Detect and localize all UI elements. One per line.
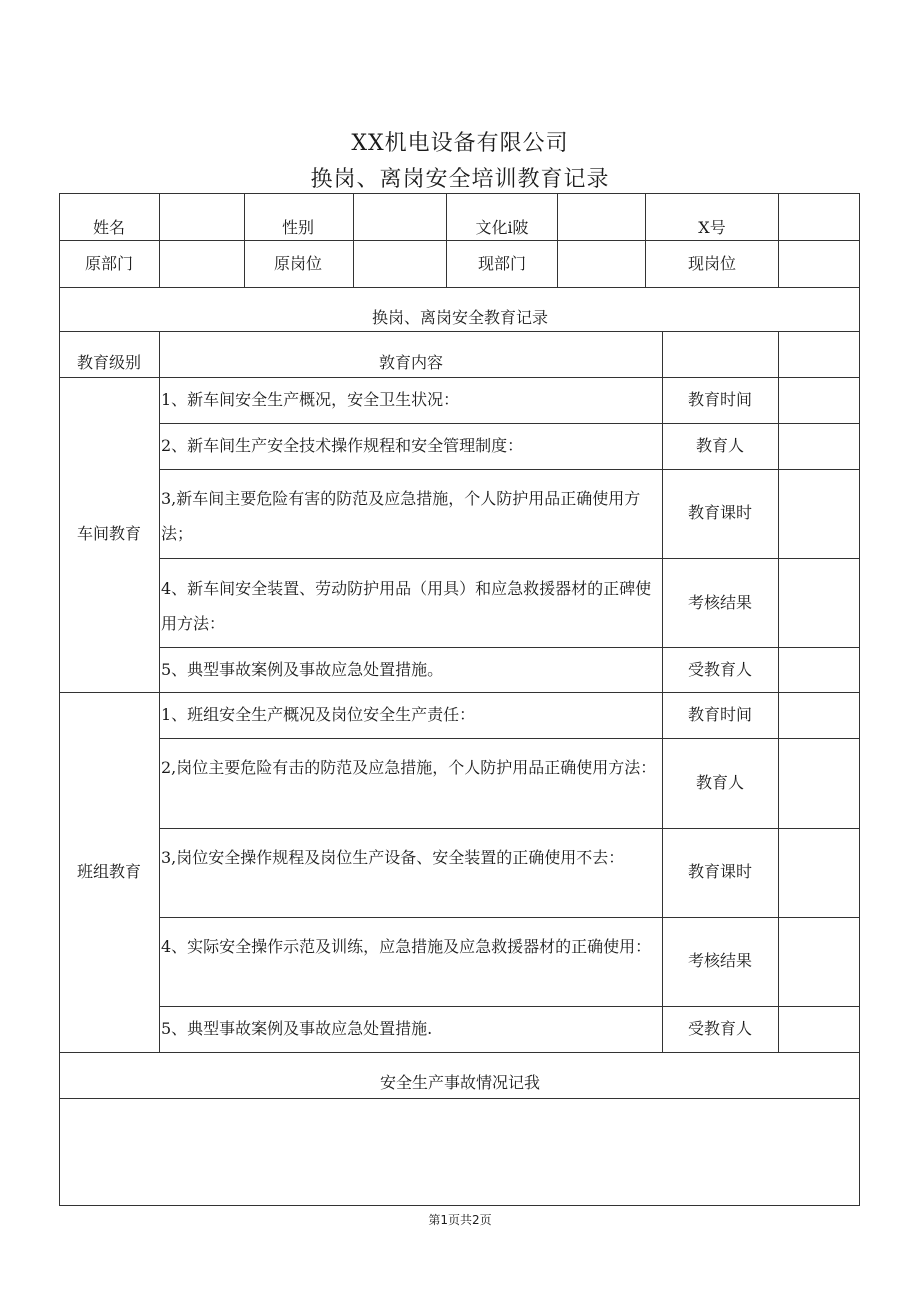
team-educator-label: 教育人: [695, 773, 745, 792]
col-divider: [557, 193, 558, 287]
team-item-3: 3,岗位安全操作规程及岗位生产设备、安全装置的正确使用不去：: [161, 848, 625, 867]
row-divider: [159, 647, 860, 648]
current-post-label: 现岗位: [687, 254, 737, 273]
row-divider: [59, 331, 860, 332]
row-divider: [159, 917, 860, 918]
col-divider: [645, 193, 646, 287]
col-divider: [159, 193, 160, 287]
team-item-2: 2,岗位主要危险有击的防范及应急措施，个人防护用品正确使用方法：: [161, 758, 657, 777]
workshop-item-5: 5、典型事故案例及事故应急处置措施。: [161, 660, 444, 679]
team-education-label: 班组教育: [76, 862, 142, 881]
gender-label: 性别: [281, 218, 315, 237]
col-divider: [353, 193, 354, 287]
row-divider: [159, 469, 860, 470]
current-department-label: 现部门: [477, 254, 527, 273]
workshop-assessment-result-label: 考核结果: [687, 593, 753, 612]
team-class-hours-label: 教育课时: [687, 862, 753, 881]
col-divider: [778, 193, 779, 287]
row-divider: [159, 558, 860, 559]
row-divider: [159, 1006, 860, 1007]
col-divider: [446, 193, 447, 287]
row-divider: [59, 287, 860, 288]
team-item-4: 4、实际安全操作示范及训练，应急措施及应急救援器材的正确使用：: [161, 937, 652, 956]
col-divider: [159, 331, 160, 1052]
row-divider: [59, 1052, 860, 1053]
workshop-trainee-label: 受教育人: [687, 660, 753, 679]
workshop-item-2: 2、新车间生产安全技术操作规程和安全管理制度：: [161, 436, 524, 455]
row-divider: [59, 1098, 860, 1099]
original-department-label: 原部门: [84, 254, 134, 273]
team-item-1: 1、班组安全生产概况及岗位安全生产责任：: [161, 705, 476, 724]
company-title: XX机电设备有限公司: [351, 131, 569, 156]
row-divider: [159, 828, 860, 829]
education-level-header: 教育级别: [76, 353, 142, 372]
record-table: [59, 193, 860, 1206]
workshop-item-4: 4、新车间安全装置、劳动防护用品（用具）和应急救援器材的正碑使用方法：: [161, 579, 652, 633]
workshop-class-hours-label: 教育课时: [687, 503, 753, 522]
team-item-5: 5、典型事故案例及事故应急处置措施.: [161, 1019, 433, 1038]
original-post-label: 原岗位: [273, 254, 323, 273]
workshop-education-label: 车间教育: [76, 524, 142, 543]
name-label: 姓名: [92, 218, 126, 237]
workshop-item-3: 3,新车间主要危险有害的防范及应急措施，个人防护用品正确使用方法；: [161, 489, 641, 543]
row-divider: [159, 423, 860, 424]
section-title: 换岗、离岗安全教育记录: [371, 308, 549, 327]
col-divider: [778, 331, 779, 1052]
team-trainee-label: 受教育人: [687, 1019, 753, 1038]
team-assessment-result-label: 考核结果: [687, 951, 753, 970]
education-content-header: 敦育内容: [378, 353, 444, 372]
workshop-education-time-label: 教育时间: [687, 390, 753, 409]
id-number-label: X号: [698, 218, 726, 237]
row-divider: [59, 240, 860, 241]
page-number: 第1页共2页: [428, 1213, 492, 1227]
row-divider: [59, 377, 860, 378]
team-education-time-label: 教育时间: [687, 705, 753, 724]
col-divider: [662, 331, 663, 1052]
record-title: 换岗、离岗安全培训教育记录: [310, 167, 610, 192]
row-divider: [59, 692, 860, 693]
workshop-educator-label: 教育人: [695, 436, 745, 455]
education-level-label: 文化i陂: [475, 218, 529, 237]
accident-record-title: 安全生产事故情况记我: [379, 1073, 541, 1092]
workshop-item-1: 1、新车间安全生产概况，安全卫生状况：: [161, 390, 460, 409]
row-divider: [159, 738, 860, 739]
col-divider: [244, 193, 245, 287]
